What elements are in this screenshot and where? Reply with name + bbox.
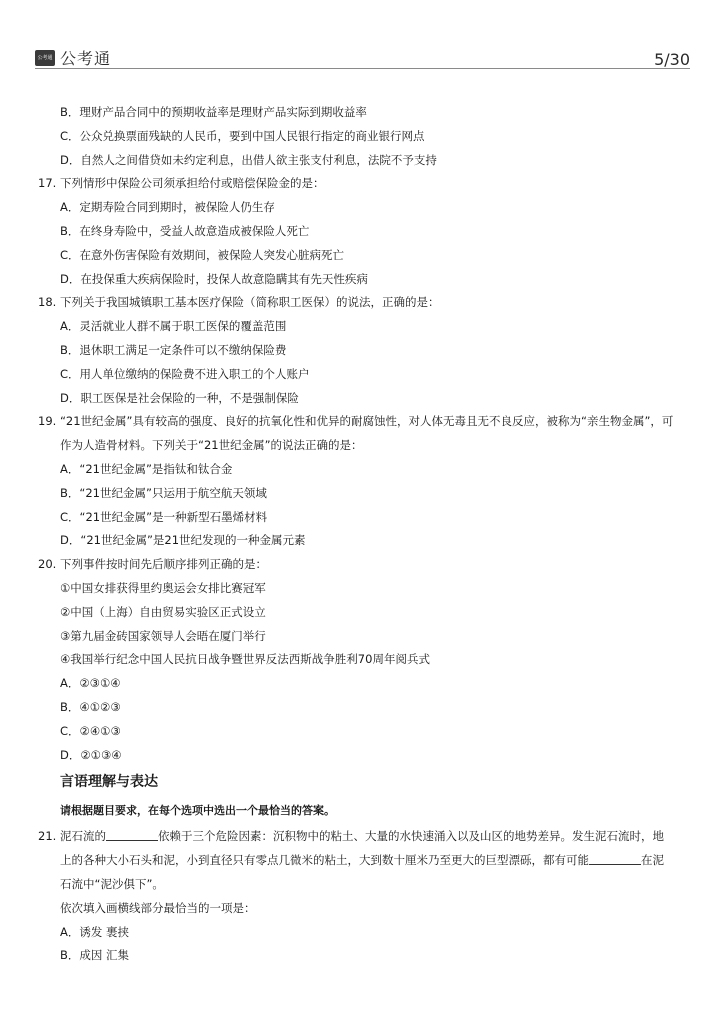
fill-blank-2 [589,852,641,865]
question-20: 20. 下列事件按时间先后顺序排列正确的是： [38,557,267,572]
q19-option-c: C．“21世纪金属”是一种新型石墨烯材料 [60,509,268,524]
q17-option-b: B．在终身寿险中，受益人故意造成被保险人死亡 [60,223,310,238]
q18-option-b: B．退休职工满足一定条件可以不缴纳保险费 [60,342,287,357]
section-title: 言语理解与表达 [60,774,158,791]
q20-event-1: ①中国女排获得里约奥运会女排比赛冠军 [60,580,266,595]
q19-option-a: A．“21世纪金属”是指钛和钛合金 [60,461,233,476]
q17-option-c: C．在意外伤害保险有效期间，被保险人突发心脏病死亡 [60,247,345,262]
header-divider [35,68,690,69]
q20-event-4: ④我国举行纪念中国人民抗日战争暨世界反法西斯战争胜利70周年阅兵式 [60,652,430,667]
fill-blank-1 [106,828,158,841]
q21-line2-end: 在泥 [641,853,664,868]
q18-option-a: A．灵活就业人群不属于职工医保的覆盖范围 [60,319,287,334]
question-21 [38,825,690,849]
option-d: D．自然人之间借贷如未约定利息，出借人欲主张支付利息，法院不予支持 [60,152,437,167]
q20-option-c: C．②④①③ [60,723,121,738]
logo-badge: 公考通 [35,50,55,66]
page-header [35,42,690,70]
q20-option-d: D．②①③④ [60,747,122,762]
brand-logo [35,46,111,69]
document-body [38,101,690,968]
q21-option-b: B．成因 汇集 [60,948,130,963]
q21-text-start: 21. 泥石流的 [38,829,106,844]
q20-option-b: B．④①②③ [60,699,121,714]
q18-option-d: D．职工医保是社会保险的一种，不是强制保险 [60,390,299,405]
question-19: 19. “21世纪金属”具有较高的强度、良好的抗氧化性和优异的耐腐蚀性，对人体无毒且无不良反应，被称为“亲生物金属”，可 [38,414,674,429]
q21-prompt: 依次填入画横线部分最恰当的一项是： [60,900,256,915]
question-21-cont-2: 石流中“泥沙俱下”。 [60,876,164,891]
question-21-cont [38,849,690,873]
q21-option-a: A．诱发 裹挟 [60,924,130,939]
q17-option-d: D．在投保重大疾病保险时，投保人故意隐瞒其有先天性疾病 [60,271,368,286]
option-b: B．理财产品合同中的预期收益率是理财产品实际到期收益率 [60,105,367,119]
question-19-cont: 作为人造骨材料。下列关于“21世纪金属”的说法正确的是： [60,438,363,453]
question-18: 18. 下列关于我国城镇职工基本医疗保险（简称职工医保）的说法，正确的是： [38,295,440,310]
q17-option-a: A．定期寿险合同到期时，被保险人仍生存 [60,200,275,215]
q21-line2-start: 上的各种大小石头和泥，小到直径只有零点几微米的粘土，大到数十厘米乃至更大的巨型漂砾，都有可能 [60,853,589,868]
page-number: 5/30 [654,50,690,69]
section-instruction: 请根据题目要求，在每个选项中选出一个最恰当的答案。 [60,804,335,818]
q19-option-d: D．“21世纪金属”是21世纪发现的一种金属元素 [60,533,306,548]
q19-option-b: B．“21世纪金属”只运用于航空航天领域 [60,485,267,500]
q20-event-3: ③第九届金砖国家领导人会晤在厦门举行 [60,628,266,643]
q21-text-rest: 依赖于三个危险因素：沉积物中的粘土、大量的水快速涌入以及山区的地势差异。发生泥石流时，地 [157,829,664,844]
q20-option-a: A．②③①④ [60,676,121,691]
brand-name: 公考通 [60,49,112,68]
option-c: C．公众兑换票面残缺的人民币，要到中国人民银行指定的商业银行网点 [60,128,425,143]
q20-event-2: ②中国（上海）自由贸易实验区正式设立 [60,604,266,619]
question-17: 17. 下列情形中保险公司须承担给付或赔偿保险金的是： [38,176,325,191]
q18-option-c: C．用人单位缴纳的保险费不进入职工的个人账户 [60,366,310,381]
